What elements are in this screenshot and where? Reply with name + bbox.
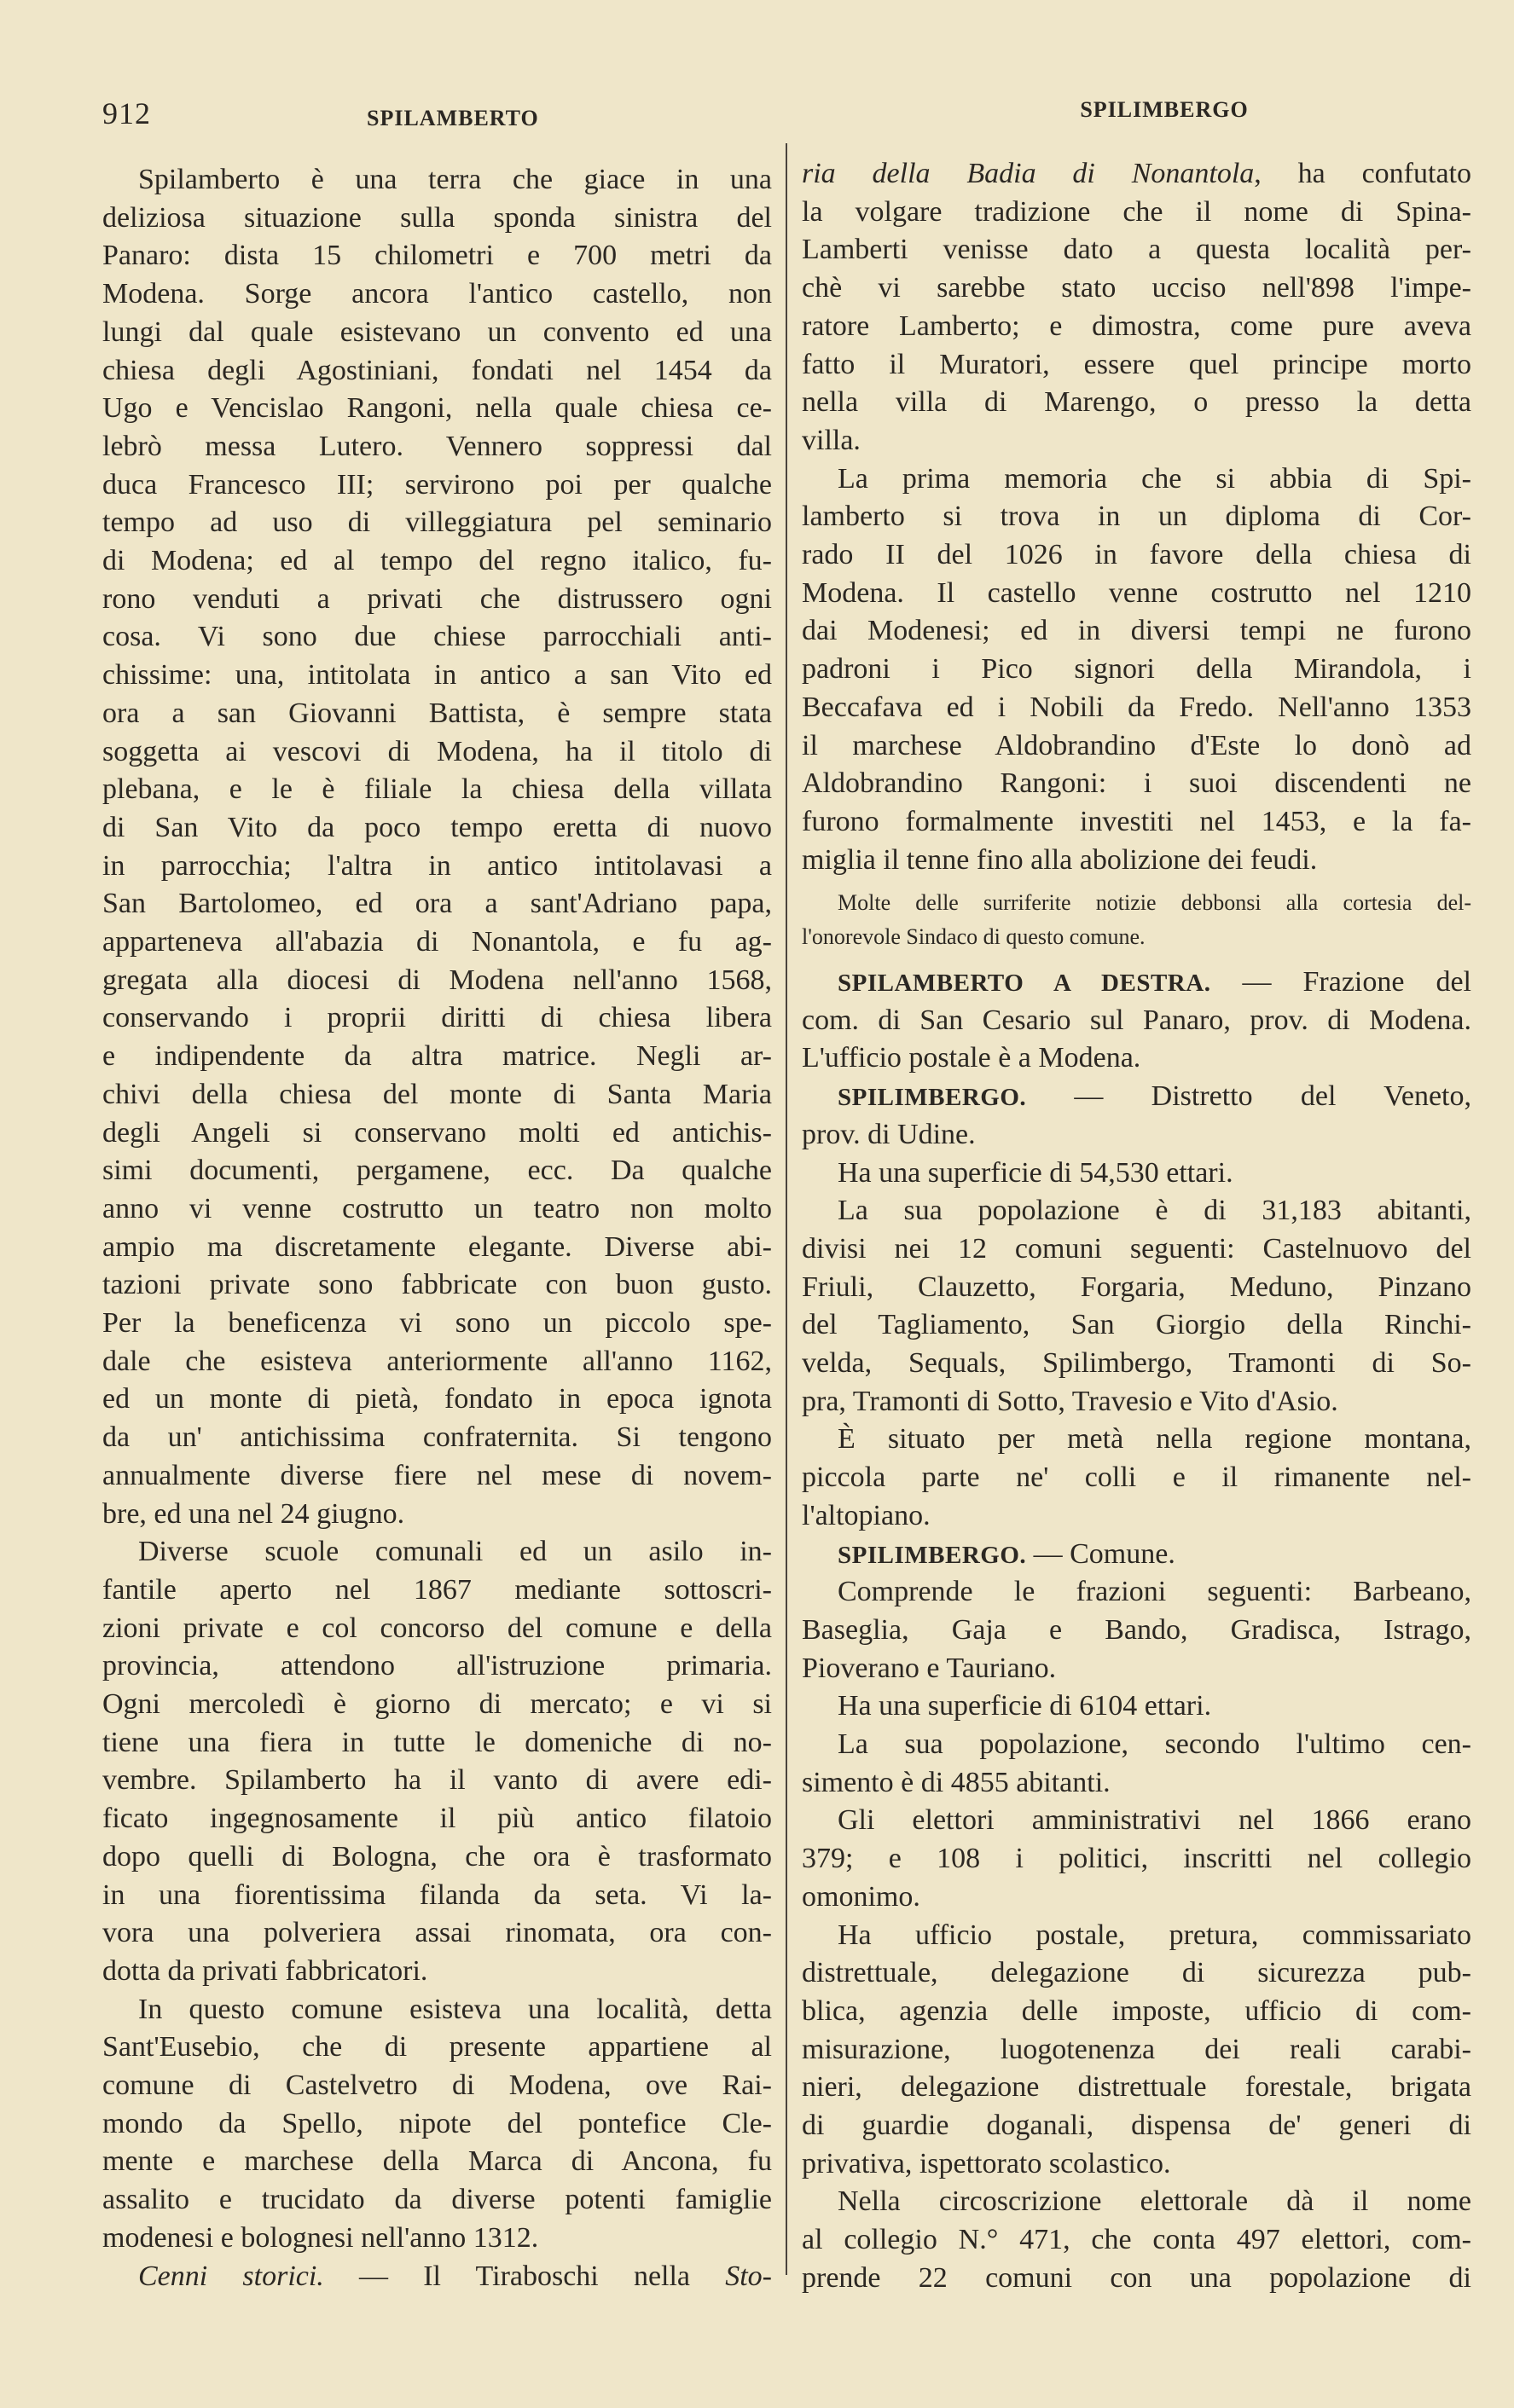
text-line: padroni i Pico signori della Mirandola, i <box>802 653 1471 685</box>
text-line <box>802 1078 1471 1115</box>
text-line: di Modena; ed al tempo del regno italico, fu- <box>102 545 772 576</box>
text-line: l'altopiano. <box>802 1500 931 1531</box>
text-line: dotta da privati fabbricatori. <box>102 1955 428 1987</box>
text-span: — Frazione del <box>1210 966 1471 998</box>
text-line: tempo ad uso di villeggiatura pel seminario <box>102 506 772 538</box>
text-line: mondo da Spello, nipote del pontefice Cle- <box>102 2108 772 2139</box>
text-line: Ha ufficio postale, pretura, commissariato <box>838 1919 1471 1951</box>
text-line: nieri, delegazione distrettuale forestale, brigata <box>802 2071 1471 2103</box>
text-line: dopo quelli di Bologna, che ora è trasformato <box>102 1841 772 1873</box>
text-line: Ha una superficie di 6104 ettari. <box>838 1690 1212 1722</box>
entry-heading: SPILIMBERGO. <box>838 1542 1027 1569</box>
text-line: Pioverano e Tauriano. <box>802 1653 1057 1684</box>
text-line: in una fiorentissima filanda da seta. Vi la- <box>102 1879 772 1911</box>
text-line <box>802 964 1471 1001</box>
text-line: velda, Sequals, Spilimbergo, Tramonti di So- <box>802 1347 1471 1379</box>
text-line: anno vi venne costrutto un teatro non molto <box>102 1193 772 1224</box>
text-line: soggetta ai vescovi di Modena, ha il titolo di <box>102 736 772 767</box>
text-line: di San Vito da poco tempo eretta di nuovo <box>102 812 772 843</box>
text-line: furono formalmente investiti nel 1453, e la fa- <box>802 806 1471 837</box>
text-line: L'ufficio postale è a Modena. <box>802 1042 1141 1074</box>
text-line: chissime: una, intitolata in antico a san Vito ed <box>102 659 772 691</box>
text-line: rado II del 1026 in favore della chiesa di <box>802 539 1471 570</box>
text-line: e indipendente da altra matrice. Negli ar- <box>102 1040 772 1072</box>
text-line <box>802 1536 1471 1573</box>
text-line: simento è di 4855 abitanti. <box>802 1767 1111 1798</box>
text-line: ed un monte di pietà, fondato in epoca ignota <box>102 1383 772 1415</box>
footnote-line: l'onorevole Sindaco di questo comune. <box>802 924 1146 949</box>
italic-text: Cenni storici. <box>138 2260 324 2292</box>
text-line: dale che esisteva anteriormente all'anno 1162, <box>102 1346 772 1377</box>
text-line: Friuli, Clauzetto, Forgaria, Meduno, Pinzano <box>802 1271 1471 1303</box>
text-line: 379; e 108 i politici, inscritti nel collegio <box>802 1843 1471 1874</box>
text-line: lebrò messa Lutero. Vennero soppressi dal <box>102 431 772 462</box>
text-line: fantile aperto nel 1867 mediante sottoscri- <box>102 1574 772 1606</box>
text-line: privativa, ispettorato scolastico. <box>802 2148 1171 2179</box>
text-line: È situato per metà nella regione montana, <box>838 1423 1471 1455</box>
text-line: lamberto si trova in un diploma di Cor- <box>802 501 1471 532</box>
text-line: San Bartolomeo, ed ora a sant'Adriano papa, <box>102 888 772 919</box>
text-line: provincia, attendono all'istruzione primaria. <box>102 1650 772 1682</box>
text-line: divisi nei 12 comuni seguenti: Castelnuovo del <box>802 1233 1471 1265</box>
text-span: — Il Tiraboschi nella <box>323 2260 726 2292</box>
italic-text: Sto- <box>725 2260 772 2292</box>
text-line: da un' antichissima confraternita. Si tengono <box>102 1421 772 1453</box>
text-line: in parrocchia; l'altra in antico intitolavasi a <box>102 850 772 882</box>
running-head-left: SPILAMBERTO <box>367 106 539 130</box>
text-line: Comprende le frazioni seguenti: Barbeano, <box>838 1576 1471 1607</box>
text-line: duca Francesco III; servirono poi per qualche <box>102 469 772 501</box>
text-line: piccola parte ne' colli e il rimanente nel- <box>802 1462 1471 1493</box>
text-line: tiene una fiera in tutte le domeniche di no- <box>102 1727 772 1758</box>
text-line: conservando i proprii diritti di chiesa libera <box>102 1002 772 1033</box>
text-line: Ogni mercoledì è giorno di mercato; e vi si <box>102 1688 772 1720</box>
text-line: lungi dal quale esistevano un convento ed una <box>102 316 772 348</box>
text-line: zioni private e col concorso del comune e della <box>102 1612 772 1644</box>
text-line: chè vi sarebbe stato ucciso nell'898 l'impe- <box>802 272 1471 304</box>
text-line: miglia il tenne fino alla abolizione dei feudi. <box>802 844 1318 876</box>
text-line: annualmente diverse fiere nel mese di novem- <box>102 1460 772 1491</box>
text-line: vora una polveriera assai rinomata, ora con- <box>102 1917 772 1948</box>
text-line <box>102 2258 772 2295</box>
text-line: pra, Tramonti di Sotto, Travesio e Vito d'Asio. <box>802 1386 1338 1417</box>
running-head-right: SPILIMBERGO <box>1080 97 1249 122</box>
text-line: Beccafava ed i Nobili da Fredo. Nell'anno 1353 <box>802 692 1471 723</box>
text-line: bre, ed una nel 24 giugno. <box>102 1498 405 1530</box>
text-line: La sua popolazione è di 31,183 abitanti, <box>838 1195 1471 1226</box>
text-line: La prima memoria che si abbia di Spi- <box>838 463 1471 495</box>
entry-heading: SPILIMBERGO. <box>838 1084 1027 1111</box>
text-line: ratore Lamberto; e dimostra, come pure aveva <box>802 310 1471 342</box>
text-line: Panaro: dista 15 chilometri e 700 metri da <box>102 240 772 271</box>
italic-text: ria della Badia di Nonantola <box>802 158 1255 189</box>
text-line: Nella circoscrizione elettorale dà il nome <box>838 2185 1471 2217</box>
text-line: La sua popolazione, secondo l'ultimo cen- <box>838 1728 1471 1760</box>
text-line: villa. <box>802 425 861 456</box>
text-line: ora a san Giovanni Battista, è sempre stata <box>102 698 772 729</box>
text-line: fatto il Muratori, essere quel principe morto <box>802 349 1471 380</box>
text-line: ficato ingegnosamente il più antico filatoio <box>102 1803 772 1834</box>
text-line: Baseglia, Gaja e Bando, Gradisca, Istrago, <box>802 1614 1471 1646</box>
text-line: Ha una superficie di 54,530 ettari. <box>838 1157 1233 1189</box>
text-line: modenesi e bolognesi nell'anno 1312. <box>102 2222 539 2254</box>
text-line: dai Modenesi; ed in diversi tempi ne furono <box>802 615 1471 646</box>
text-line: apparteneva all'abazia di Nonantola, e fu ag- <box>102 926 772 958</box>
text-line: Spilamberto è una terra che giace in una <box>138 164 772 195</box>
text-line: cosa. Vi sono due chiese parrocchiali anti- <box>102 621 772 652</box>
text-line: Per la beneficenza vi sono un piccolo spe- <box>102 1307 772 1339</box>
text-line: misurazione, luogotenenza dei reali carabi- <box>802 2034 1471 2065</box>
text-line: Ugo e Vencislao Rangoni, nella quale chiesa ce- <box>102 392 772 424</box>
text-span: , ha confutato <box>1254 158 1471 189</box>
text-line: In questo comune esisteva una località, detta <box>138 1994 772 2025</box>
text-line: chiesa degli Agostiniani, fondati nel 1454 da <box>102 355 772 386</box>
text-line: deliziosa situazione sulla sponda sinistra del <box>102 202 772 234</box>
text-line: gregata alla diocesi di Modena nell'anno 1568, <box>102 964 772 996</box>
text-line: ampio ma discretamente elegante. Diverse abi- <box>102 1231 772 1263</box>
text-line: di guardie doganali, dispensa de' generi di <box>802 2110 1471 2141</box>
text-line: vembre. Spilamberto ha il vanto di avere edi- <box>102 1764 772 1796</box>
text-line: com. di San Cesario sul Panaro, prov. di Modena. <box>802 1004 1471 1036</box>
text-line: Sant'Eusebio, che di presente appartiene al <box>102 2031 772 2063</box>
text-line: nella villa di Marengo, o presso la detta <box>802 386 1471 418</box>
text-line: simi documenti, pergamene, ecc. Da qualche <box>102 1155 772 1186</box>
entry-heading: SPILAMBERTO A DESTRA. <box>838 970 1211 997</box>
text-span: — Comune. <box>1026 1538 1175 1570</box>
text-line: Gli elettori amministrativi nel 1866 erano <box>838 1804 1471 1836</box>
text-line: comune di Castelvetro di Modena, ove Rai- <box>102 2069 772 2101</box>
text-line: tazioni private sono fabbricate con buon gusto. <box>102 1269 772 1300</box>
text-line: distrettuale, delegazione di sicurezza pub- <box>802 1957 1471 1988</box>
text-line: rono venduti a privati che distrussero ogni <box>102 583 772 615</box>
text-line: chivi della chiesa del monte di Santa Maria <box>102 1079 772 1110</box>
text-line: Lamberti venisse dato a questa località per- <box>802 234 1471 265</box>
text-line: Aldobrandino Rangoni: i suoi discendenti ne <box>802 767 1471 799</box>
text-line: omonimo. <box>802 1881 920 1913</box>
text-line: la volgare tradizione che il nome di Spina- <box>802 196 1471 228</box>
text-line <box>802 155 1471 193</box>
page-number: 912 <box>102 96 151 130</box>
footnote-line: Molte delle surriferite notizie debbonsi alla cortesia del- <box>838 890 1471 915</box>
text-line: degli Angeli si conservano molti ed antichis- <box>102 1117 772 1149</box>
text-line: al collegio N.° 471, che conta 497 elettori, com- <box>802 2224 1471 2255</box>
text-line: Diverse scuole comunali ed un asilo in- <box>138 1536 772 1567</box>
text-line: blica, agenzia delle imposte, ufficio di com- <box>802 1995 1471 2027</box>
text-line: plebana, e le è filiale la chiesa della villata <box>102 773 772 805</box>
text-line: il marchese Aldobrandino d'Este lo donò ad <box>802 730 1471 761</box>
text-line: del Tagliamento, San Giorgio della Rinchi- <box>802 1309 1471 1340</box>
text-line: prov. di Udine. <box>802 1119 976 1150</box>
text-line: Modena. Sorge ancora l'antico castello, non <box>102 278 772 310</box>
text-line: prende 22 comuni con una popolazione di <box>802 2262 1471 2294</box>
text-line: mente e marchese della Marca di Ancona, fu <box>102 2145 772 2177</box>
text-span: — Distretto del Veneto, <box>1026 1080 1471 1112</box>
column-divider <box>786 143 787 2275</box>
text-line: Modena. Il castello venne costrutto nel 1210 <box>802 577 1471 609</box>
text-line: assalito e trucidato da diverse potenti famiglie <box>102 2184 772 2215</box>
